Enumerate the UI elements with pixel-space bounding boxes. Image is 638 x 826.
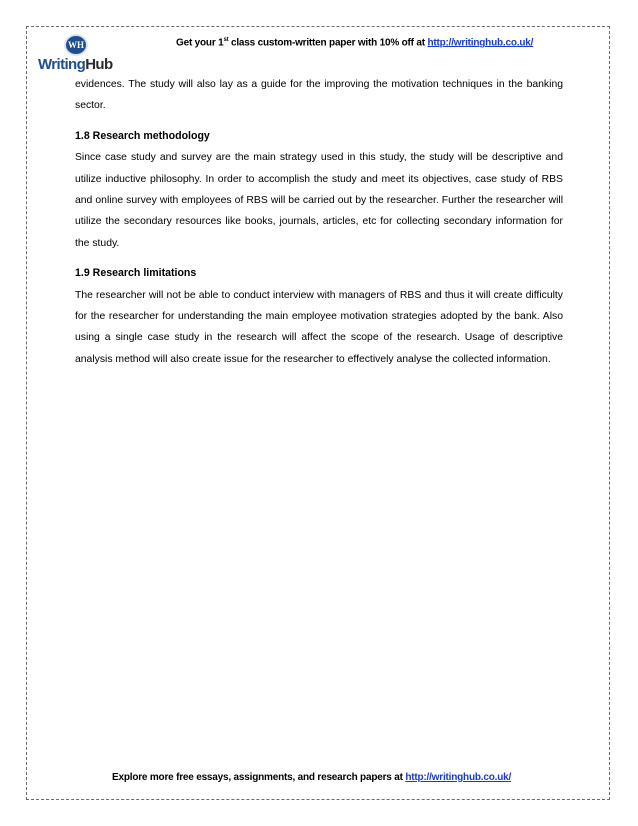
footer-link[interactable]: http://writinghub.co.uk/ — [405, 772, 512, 783]
document-body — [75, 74, 563, 370]
header-text-end: class custom-written paper with 10% off at — [228, 37, 428, 49]
header-link[interactable]: http://writinghub.co.uk/ — [427, 37, 534, 49]
writinghub-logo[interactable] — [38, 32, 113, 76]
footer-text: Explore more free essays, assignments, and research papers at — [112, 772, 406, 783]
intro-paragraph: evidences. The study will also lay as a guide for the improving the motivation techniques in the banking sector. — [75, 79, 563, 112]
book-emblem-icon — [64, 34, 88, 56]
section-heading-methodology: 1.8 Research methodology — [75, 129, 210, 142]
logo-emblem-text: WH — [67, 40, 84, 50]
logo-wordmark — [38, 56, 113, 73]
promo-footer — [112, 772, 511, 783]
header-text-start: Get your 1 — [176, 37, 224, 49]
logo-wordmark-writing: Writing — [38, 56, 86, 73]
methodology-paragraph: Since case study and survey are the main strategy used in this study, the study will be descriptive and utilize inductive philosophy. In order to accomplish the study and meet its objectives, case study of RBS and online survey with employees of RBS will be carried out by the researcher. Further the researcher will utilize the secondary resources like books, journals, articles, etc for collecting secondary information for the study. — [75, 152, 563, 249]
limitations-paragraph: The researcher will not be able to conduct interview with managers of RBS and thus it will create difficulty for the researcher for understanding the main employee motivation strategies adopted by the bank. Also using a single case study in the research will affect the scope of the research. Usage of descriptive analysis method will also create issue for the researcher to effectively analyse the collected information. — [75, 289, 563, 365]
section-heading-limitations: 1.9 Research limitations — [75, 267, 197, 280]
promo-header — [176, 37, 533, 48]
header-superscript: st — [223, 37, 229, 43]
logo-wordmark-hub: Hub — [85, 56, 113, 73]
